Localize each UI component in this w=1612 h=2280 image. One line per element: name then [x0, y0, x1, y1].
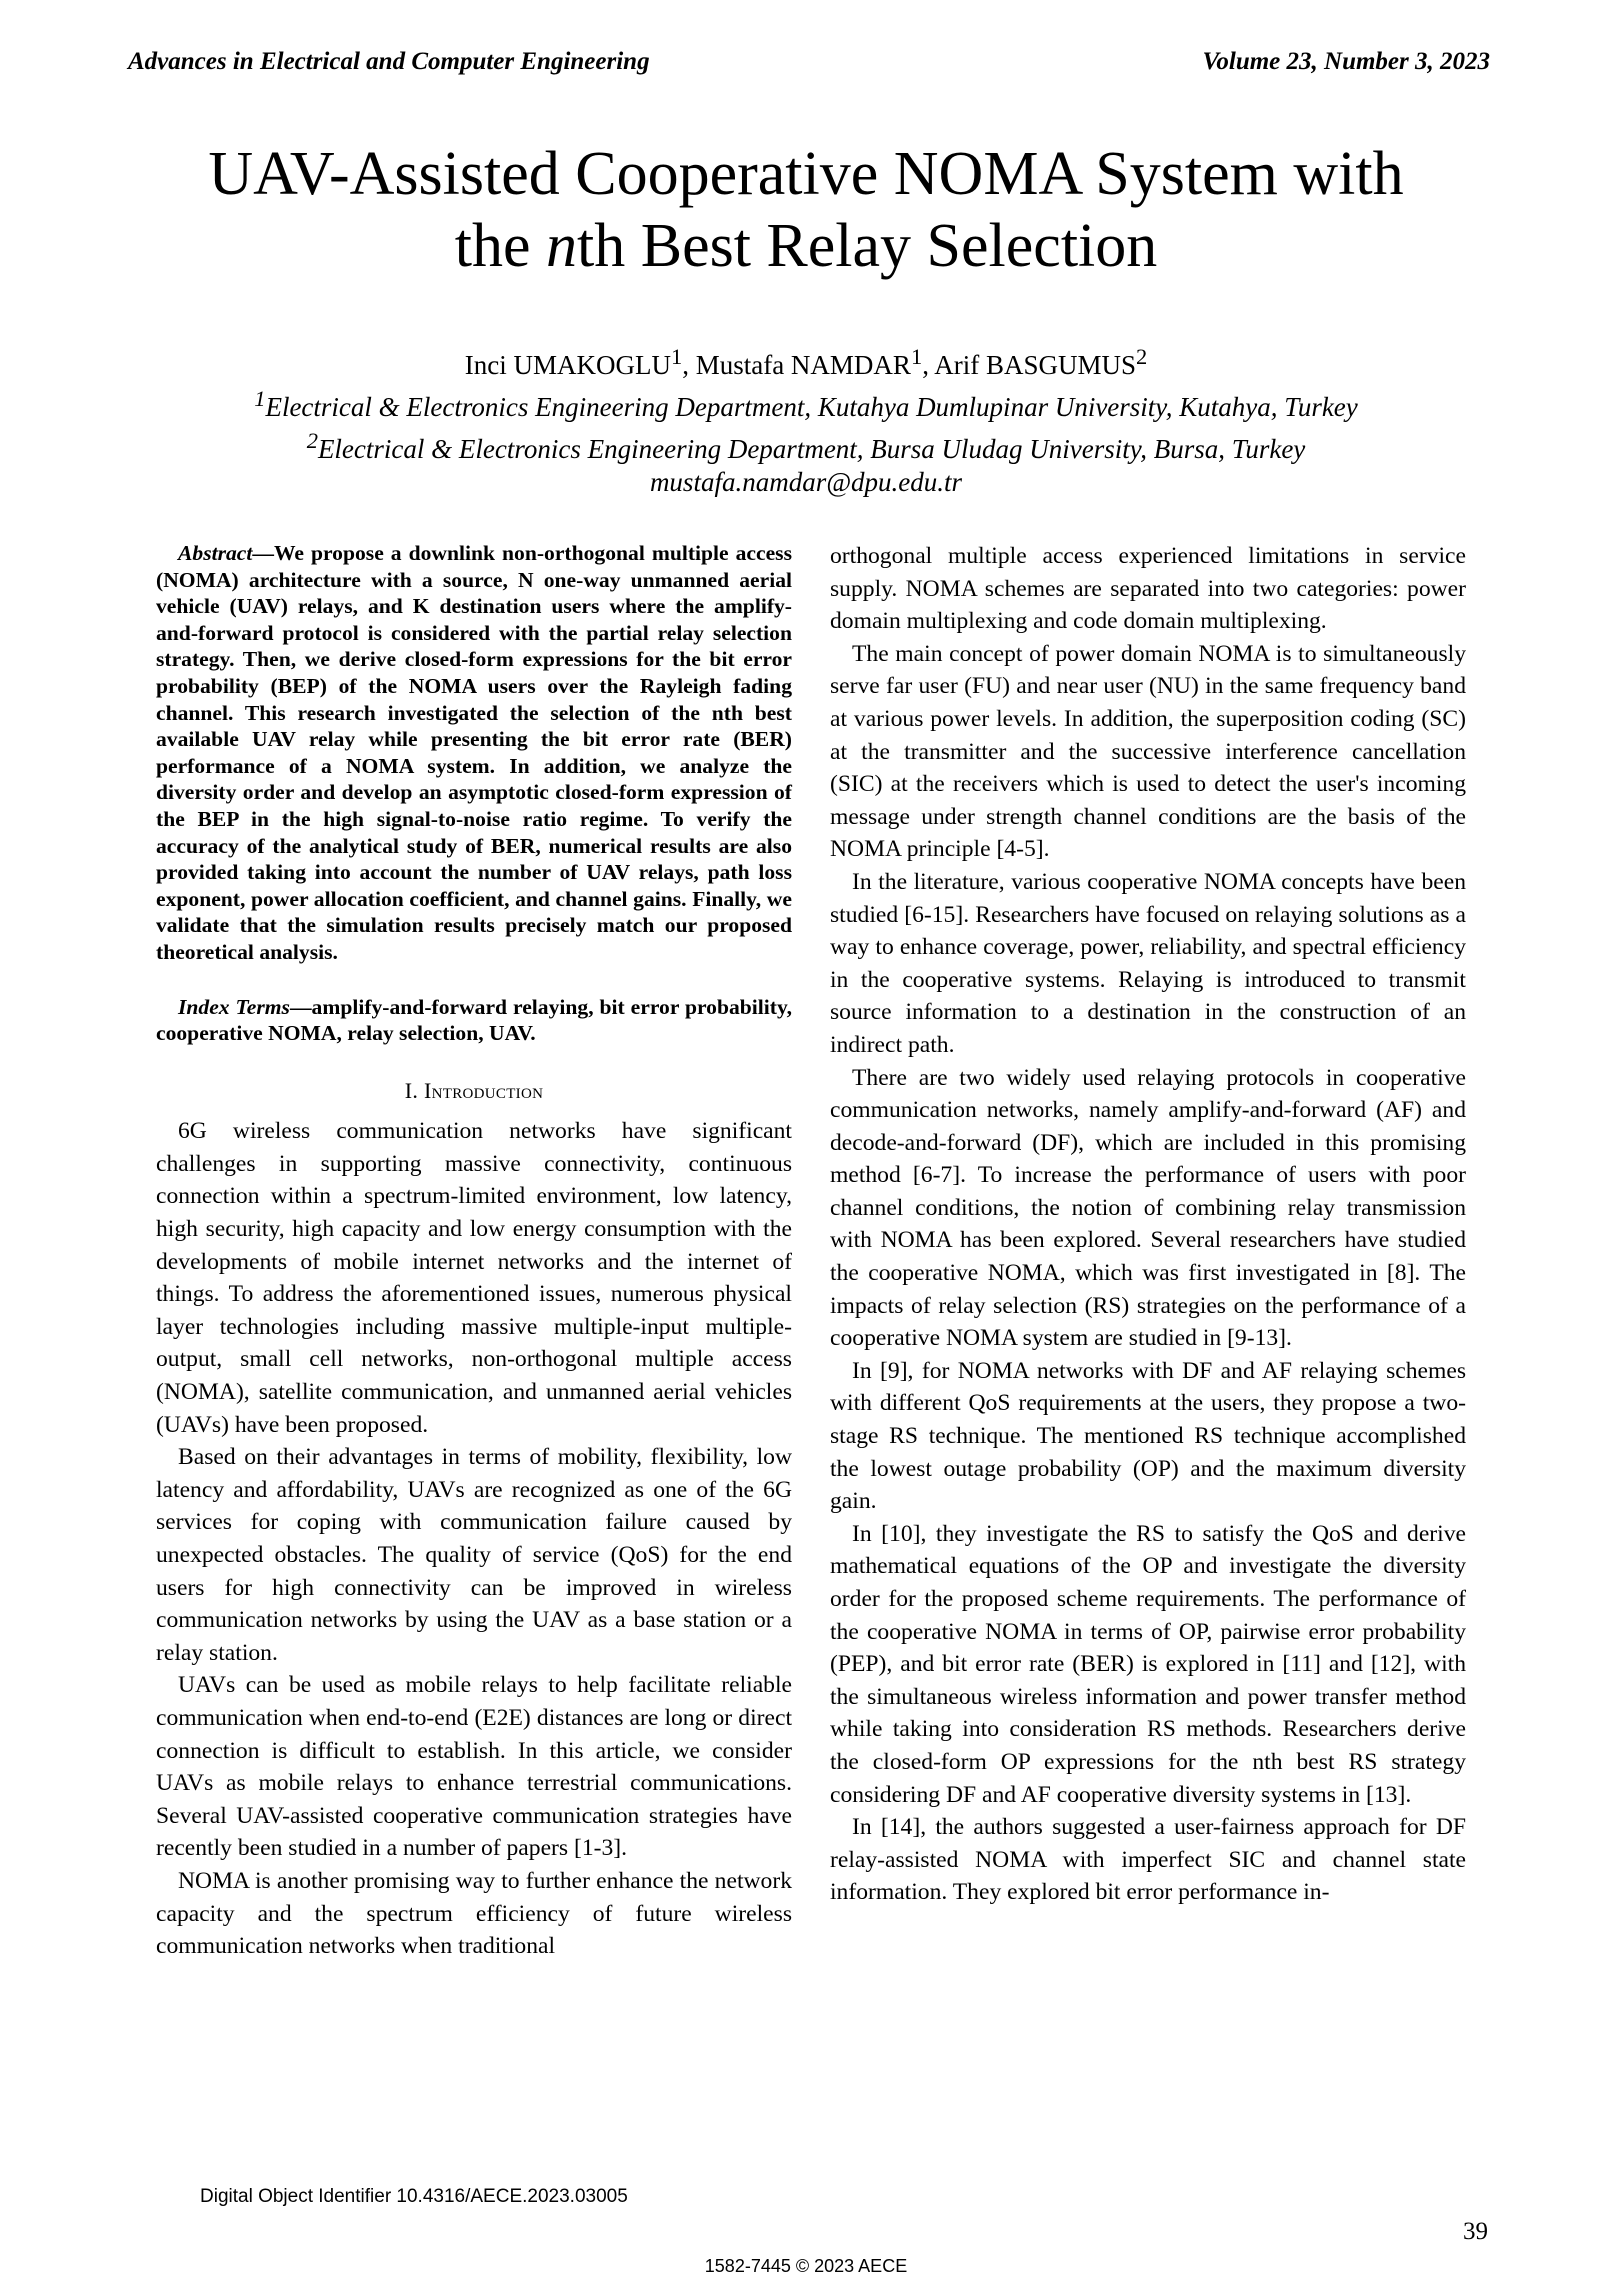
journal-name: Advances in Electrical and Computer Engineering — [128, 48, 650, 75]
title-line-1: UAV-Assisted Cooperative NOMA System with — [208, 140, 1404, 208]
right-column — [830, 540, 1466, 1909]
abstract: Abstract—We propose a downlink non-orthogonal multiple access (NOMA) architecture with a source, N one-way unmanned aerial vehicle (UAV) relays, and K destination users where the amplify-and-forward protocol is considered with the partial relay selection strategy. Then, we derive closed-form expressions for the bit error probability (BEP) of the NOMA users over the Rayleigh fading channel. This research investigated the selection of the nth best available UAV relay while presenting the bit error rate (BER) performance of a NOMA system. In addition, we analyze the diversity order and develop an asymptotic closed-form expression of the BEP in the high signal-to-noise ratio regime. To verify the accuracy of the analytical study of BER, numerical results are also provided taking into account the number of UAV relays, path loss exponent, power allocation coefficient, and channel gains. Finally, we validate that the simulation results precisely match our proposed theoretical analysis. — [156, 541, 792, 964]
body-paragraph: There are two widely used relaying protocols in cooperative communication networks, namely amplify-and-forward (AF) and decode-and-forward (DF), which are included in this promising method [6-7]. To increase the performance of users with poor channel conditions, the notion of combining relay transmission with NOMA has been explored. Several researchers have studied the cooperative NOMA, which was first investigated in [8]. The impacts of relay selection (RS) strategies on the performance of a cooperative NOMA system are studied in [9-13]. — [830, 1064, 1466, 1352]
author-block — [120, 340, 1492, 499]
page-number: 39 — [1463, 2218, 1488, 2245]
body-paragraph: Based on their advantages in terms of mobility, flexibility, low latency and affordability, UAVs are recognized as one of the 6G services for coping with communication failure caused by unexpected obstacles. The quality of service (QoS) for the end users for high connectivity can be improved in wireless communication networks by using the UAV as a base station or a relay station. — [156, 1444, 792, 1666]
affiliation-1: $^1$Electrical & Electronics Engineering Department, Kutahya Dumlupinar University, Kutahya, Turkey — [254, 386, 1358, 422]
body-paragraph: In [10], they investigate the RS to satisfy the QoS and derive mathematical equations of the OP and investigate the diversity order for the proposed scheme requirements. The performance of the cooperative NOMA in terms of OP, pairwise error probability (PEP), and bit error rate (BER) is explored in [11] and [12], with the simultaneous wireless information and power transfer method while taking into consideration RS methods. Researchers derive the closed-form OP expressions for the nth best RS strategy considering DF and AF cooperative diversity systems in [13]. — [830, 1520, 1466, 1808]
author-names: Inci UMAKOGLU$^1$, Mustafa NAMDAR$^1$, Arif BASGUMUS$^2$ — [464, 344, 1148, 380]
body-paragraph: The main concept of power domain NOMA is to simultaneously serve far user (FU) and near user (NU) in the same frequency band at various power levels. In addition, the superposition coding (SC) at the transmitter and the successive interference cancellation (SIC) at the receivers which is used to detect the user's incoming message under strength channel conditions are the basis of the NOMA principle [4-5]. — [830, 640, 1466, 863]
running-header — [128, 48, 1490, 88]
body-paragraph: In [9], for NOMA networks with DF and AF relaying schemes with different QoS requirements at the users, they propose a two-stage RS technique. The mentioned RS technique accomplished the lowest outage probability (OP) and the maximum diversity gain. — [830, 1357, 1466, 1515]
left-column — [156, 540, 792, 1963]
doi-footer: Digital Object Identifier 10.4316/AECE.2023.03005 — [200, 2186, 628, 2207]
body-paragraph: In the literature, various cooperative NOMA concepts have been studied [6-15]. Researchers have focused on relaying solutions as a way to enhance coverage, power, reliability, and spectral efficiency in the cooperative systems. Relaying is introduced to transmit source information to a destination in the construction of an indirect path. — [830, 868, 1466, 1058]
affiliation-2: $^2$Electrical & Electronics Engineering Department, Bursa Uludag University, Bursa, Turkey — [306, 428, 1306, 464]
author-email: mustafa.namdar@dpu.edu.tr — [649, 467, 963, 497]
body-paragraph: orthogonal multiple access experienced limitations in service supply. NOMA schemes are separated into two categories: power domain multiplexing and code domain multiplexing. — [830, 543, 1466, 635]
title-line-2: the nth Best Relay Selection — [454, 212, 1158, 280]
paper-title — [120, 138, 1492, 282]
body-paragraph: 6G wireless communication networks have significant challenges in supporting massive connectivity, continuous connection within a spectrum-limited environment, low latency, high security, high capacity and low energy consumption with the developments of mobile internet networks and the internet of things. To address the aforementioned issues, numerous physical layer technologies including massive multiple-input multiple-output, small cell networks, non-orthogonal multiple access (NOMA), satellite communication, and unmanned aerial vehicles (UAVs) have been proposed. — [156, 1118, 792, 1438]
section-heading-introduction: I. Introduction — [404, 1077, 544, 1103]
volume-info: Volume 23, Number 3, 2023 — [1202, 48, 1490, 75]
body-paragraph: In [14], the authors suggested a user-fairness approach for DF relay-assisted NOMA with imperfect SIC and channel state information. They explored bit error performance in- — [830, 1814, 1466, 1906]
issn-footer: 1582-7445 © 2023 AECE — [704, 2256, 908, 2276]
body-paragraph: UAVs can be used as mobile relays to help facilitate reliable communication when end-to-end (E2E) distances are long or direct connection is difficult to establish. In this article, we consider UAVs as mobile relays to enhance terrestrial communications. Several UAV-assisted cooperative communication strategies have recently been studied in a number of papers [1-3]. — [156, 1672, 792, 1862]
body-paragraph: NOMA is another promising way to further enhance the network capacity and the spectrum efficiency of future wireless communication networks when traditional — [156, 1867, 792, 1960]
index-terms: Index Terms—amplify-and-forward relaying, bit error probability, cooperative NOMA, relay selection, UAV. — [156, 994, 792, 1046]
